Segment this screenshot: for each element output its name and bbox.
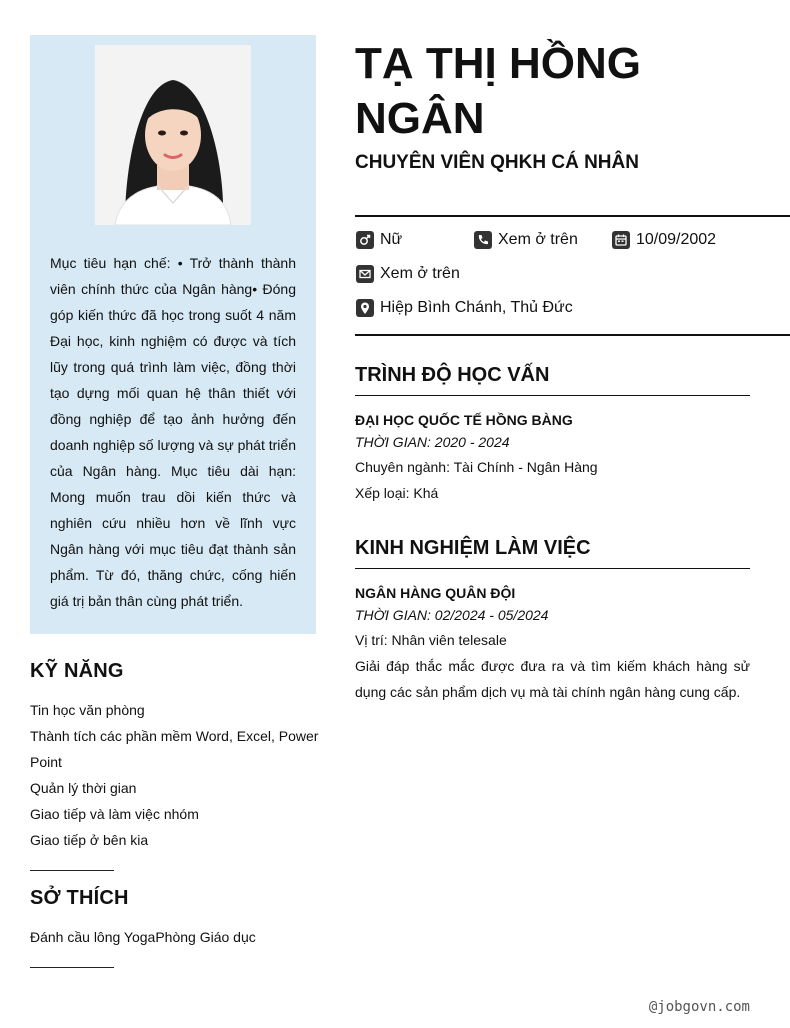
location-pin-icon bbox=[356, 299, 374, 317]
contact-address bbox=[356, 298, 573, 318]
watermark: @jobgovn.com bbox=[648, 999, 750, 1015]
contact-gender bbox=[356, 230, 402, 250]
phone-value: Xem ở trên bbox=[498, 231, 578, 248]
education-grade: Xếp loại: Khá bbox=[355, 485, 439, 501]
sidebar-panel bbox=[30, 35, 316, 634]
hobbies-title: SỞ THÍCH bbox=[30, 887, 129, 909]
email-icon bbox=[356, 265, 374, 283]
education-title: TRÌNH ĐỘ HỌC VẤN bbox=[355, 364, 550, 386]
education-major: Chuyên ngành: Tài Chính - Ngân Hàng bbox=[355, 459, 598, 475]
calendar-icon bbox=[612, 231, 630, 249]
experience-title: KINH NGHIỆM LÀM VIỆC bbox=[355, 537, 591, 559]
gender-value: Nữ bbox=[380, 231, 403, 248]
experience-position: Vị trí: Nhân viên telesale bbox=[355, 632, 507, 648]
divider bbox=[30, 870, 114, 871]
career-objective: Mục tiêu hạn chế: • Trở thành thành viên chính thức của Ngân hàng• Đóng góp kiến thức đã học trong suốt 4 năm Đại học, kinh nghiệm có được và tích lũy trong quá trình làm việc, đồng thời tạo dựng mối quan hệ thân thiết với đồng nghiệp để tạo ảnh hưởng đến doanh nghiệp số lượng và sự phát triển của Ngân hàng. Mục tiêu dài hạn: Mong muốn trau dồi kiến thức và nghiên cứu nhiều hơn về lĩnh vực Ngân hàng với mục tiêu đạt thành sản phẩm. Từ đó, thăng chức, cống hiến giá trị bản thân cùng phát triển. bbox=[50, 255, 296, 609]
phone-icon bbox=[474, 231, 492, 249]
candidate-name: TẠ THỊ HỒNG NGÂN bbox=[355, 39, 641, 143]
experience-section bbox=[355, 537, 750, 705]
skills-title: KỸ NĂNG bbox=[30, 660, 124, 682]
divider bbox=[355, 568, 750, 569]
address-value: Hiệp Bình Chánh, Thủ Đức bbox=[380, 299, 573, 316]
school-name: ĐẠI HỌC QUỐC TẾ HỒNG BÀNG bbox=[355, 412, 573, 428]
education-time: THỜI GIAN: 2020 - 2024 bbox=[355, 434, 510, 450]
divider bbox=[355, 395, 750, 396]
contact-email bbox=[356, 264, 460, 284]
profile-photo bbox=[95, 45, 251, 225]
company-name: NGÂN HÀNG QUÂN ĐỘI bbox=[355, 585, 516, 601]
skill-item: Thành tích các phần mềm Word, Excel, Power Point bbox=[30, 728, 319, 770]
contact-birthday bbox=[612, 230, 716, 250]
experience-time: THỜI GIAN: 02/2024 - 05/2024 bbox=[355, 607, 549, 623]
job-title: CHUYÊN VIÊN QHKH CÁ NHÂN bbox=[355, 152, 639, 173]
email-value: Xem ở trên bbox=[380, 265, 460, 282]
skills-list bbox=[30, 697, 320, 853]
divider bbox=[30, 967, 114, 968]
skill-item: Giao tiếp và làm việc nhóm bbox=[30, 806, 199, 822]
education-section bbox=[355, 364, 750, 506]
skills-section bbox=[30, 660, 320, 871]
divider bbox=[355, 215, 790, 217]
skill-item: Tin học văn phòng bbox=[30, 702, 145, 718]
experience-description: Giải đáp thắc mắc được đưa ra và tìm kiếm khách hàng sử dụng các sản phẩm dịch vụ mà tài chính ngân hàng cung cấp. bbox=[355, 658, 750, 700]
hobbies-list bbox=[30, 924, 320, 950]
birthday-value: 10/09/2002 bbox=[636, 231, 717, 248]
hobbies-section bbox=[30, 887, 320, 968]
skill-item: Quản lý thời gian bbox=[30, 780, 137, 796]
contact-phone bbox=[474, 230, 578, 250]
portrait-icon bbox=[95, 45, 251, 225]
skill-item: Giao tiếp ở bên kia bbox=[30, 832, 149, 848]
divider bbox=[355, 334, 790, 336]
gender-icon bbox=[356, 231, 374, 249]
hobby-item: Đánh cầu lông YogaPhòng Giáo dục bbox=[30, 929, 256, 945]
